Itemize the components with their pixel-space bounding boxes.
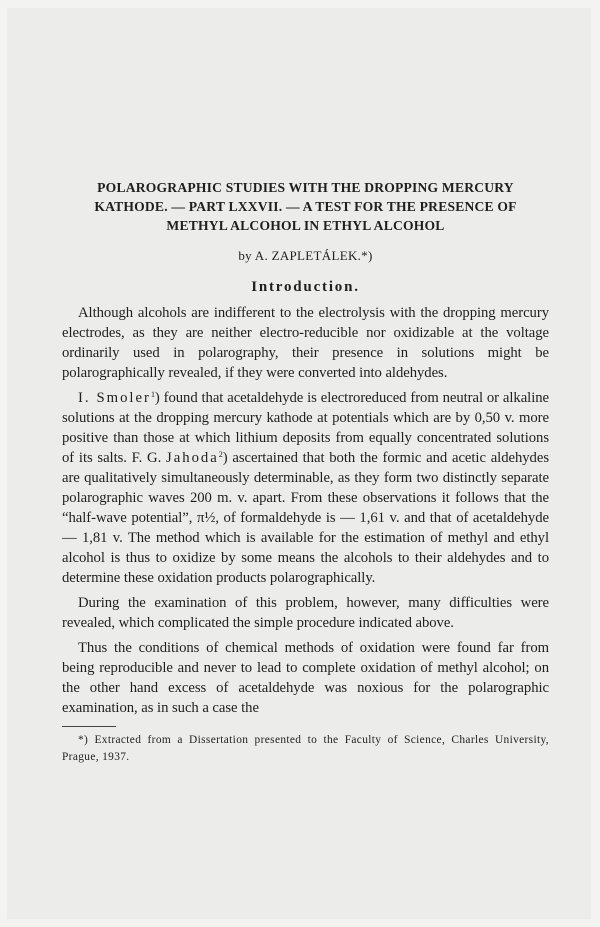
paragraph-1: Although alcohols are indifferent to the electrolysis with the dropping mercury electrodes, as they are neither electro-reducible nor oxidizable at the voltage ordinarily used in polarography, their presence in solutions might be polarographically revealed, if they were converted into aldehydes. [62, 305, 549, 381]
author-name-smoler: I. Smoler [78, 390, 151, 406]
author-line: by A. ZAPLETÁLEK.*) [238, 248, 373, 263]
document-page [62, 178, 549, 766]
reference-mark-1: 1 [150, 390, 155, 399]
paragraph-2 [62, 388, 549, 588]
author-name-jahoda: Jahoda [166, 450, 219, 466]
section-heading: Introduction. [251, 279, 360, 295]
paragraph-3: During the examination of this problem, however, many difficulties were revealed, which complicated the simple procedure indicated above. [62, 595, 549, 631]
footnote-separator [62, 726, 116, 727]
reference-mark-2: 2 [218, 450, 223, 459]
footnote: *) Extracted from a Dissertation presented to the Faculty of Science, Charles University, Prague, 1937. [62, 734, 549, 763]
paper-title: POLAROGRAPHIC STUDIES WITH THE DROPPING MERCURY KATHODE. — PART LXXVII. — A TEST FOR THE PRESENCE OF METHYL ALCOHOL IN ETHYL ALCOHOL [94, 180, 517, 233]
paragraph-2-text-a: ) found that acetaldehyde is electroreduced from neutral or alkaline solutions at the dropping mercury kathode at potentials which are by 0,50 v. more positive than those at which lithium deposits from equally concentrated solutions of its salts. F. G. [62, 390, 549, 466]
paragraph-2-text-b: ) ascertained that both the formic and acetic aldehydes are qualitatively simultaneously determinable, as they form two distinctly separate polarographic waves 200 m. v. apart. From these observations it follows that the “half-wave potential”, π½, of formaldehyde is — 1,61 v. and that of acetaldehyde — 1,81 v. The method which is available for the estimation of methyl and ethyl alcohol is thus to oxidize by some means the alcohols to their aldehydes and to determine these oxidation products polarographically. [62, 450, 549, 586]
paragraph-4: Thus the conditions of chemical methods of oxidation were found far from being reproducible and never to lead to complete oxidation of methyl alcohol; on the other hand excess of acetaldehyde was noxious for the polarographic examination, as in such a case the [62, 640, 549, 716]
